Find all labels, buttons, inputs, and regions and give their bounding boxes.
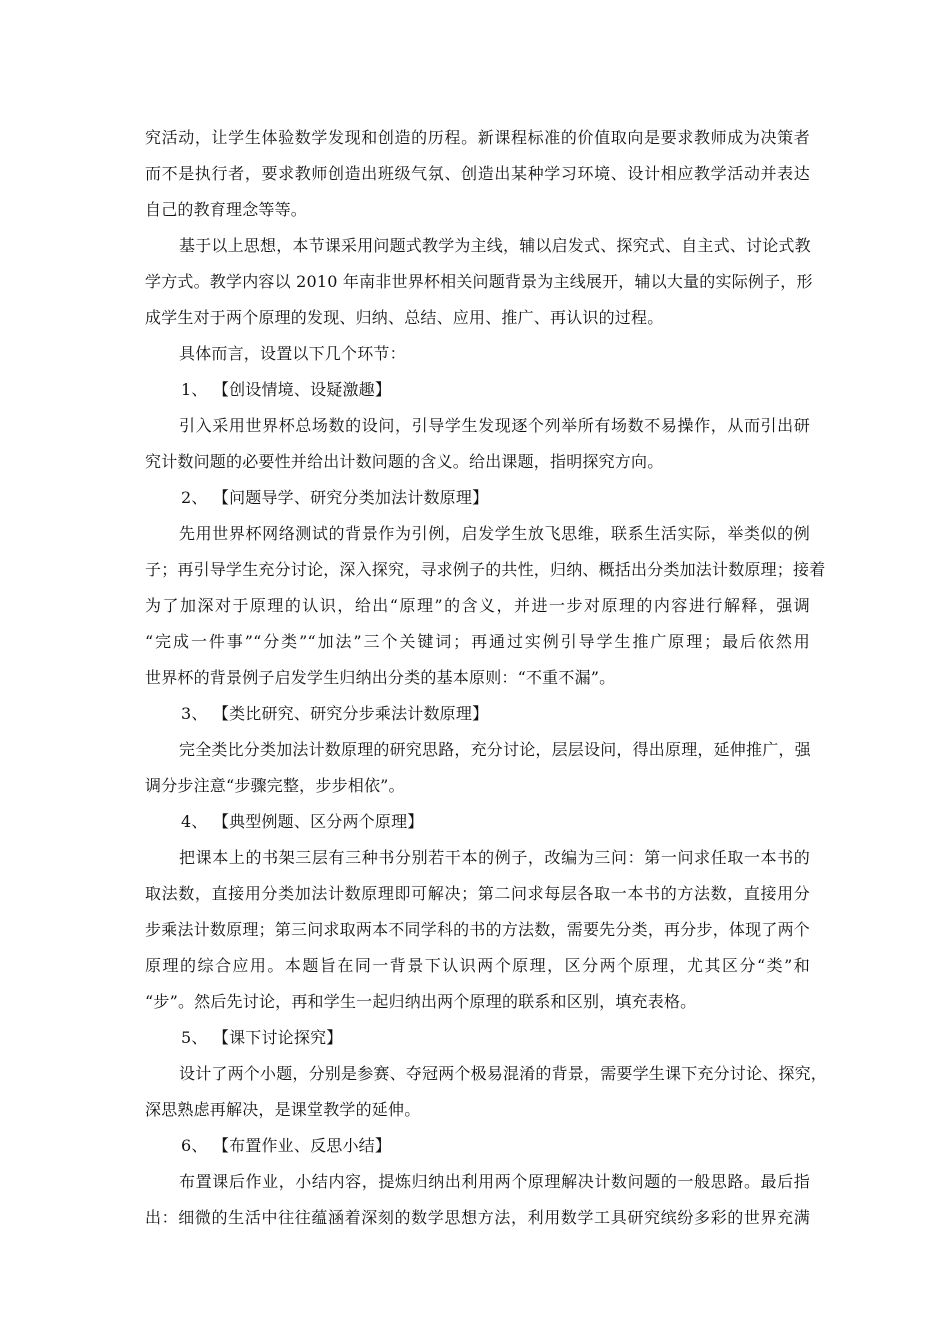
- paragraph-line: 完全类比分类加法计数原理的研究思路，充分讨论，层层设问，得出原理，延伸推广，强: [179, 740, 811, 759]
- paragraph-line: 出：细微的生活中往往蕴涵着深刻的数学思想方法，利用数学工具研究缤纷多彩的世界充满: [145, 1208, 810, 1227]
- section-heading: 3、 【类比研究、研究分步乘法计数原理】: [181, 704, 489, 723]
- paragraph: [145, 408, 810, 480]
- paragraph-line: 基于以上思想，本节课采用问题式教学为主线，辅以启发式、探究式、自主式、讨论式教: [179, 236, 811, 255]
- paragraph-line: 深思熟虑再解决，是课堂教学的延伸。: [145, 1100, 421, 1119]
- paragraph-line: 究计数问题的必要性并给出计数问题的含义。给出课题，指明探究方向。: [145, 452, 664, 471]
- paragraph-line: 成学生对于两个原理的发现、归纳、总结、应用、推广、再认识的过程。: [145, 308, 664, 327]
- paragraph-line: 为了加深对于原理的认识，给出“原理”的含义，并进一步对原理的内容进行解释，强调: [145, 596, 810, 615]
- paragraph-line: 取法数，直接用分类加法计数原理即可解决；第二问求每层各取一本书的方法数，直接用分: [145, 884, 810, 903]
- paragraph-line: 调分步注意“步骤完整，步步相依”。: [145, 776, 405, 795]
- section-heading: 6、 【布置作业、反思小结】: [181, 1136, 392, 1155]
- paragraph-line: 具体而言，设置以下几个环节：: [179, 344, 406, 363]
- paragraph-line: 原理的综合应用。本题旨在同一背景下认识两个原理，区分两个原理，尤其区分“类”和: [145, 956, 810, 975]
- paragraph-line: “完成一件事”“分类”“加法”三个关键词；再通过实例引导学生推广原理；最后依然用: [145, 632, 810, 651]
- paragraph-line: “步”。然后先讨论，再和学生一起归纳出两个原理的联系和区别，填充表格。: [145, 992, 697, 1011]
- section-heading: 2、 【问题导学、研究分类加法计数原理】: [181, 488, 489, 507]
- paragraph-line: 先用世界杯网络测试的背景作为引例，启发学生放飞思维，联系生活实际，举类似的例: [179, 524, 810, 543]
- paragraph: [145, 516, 826, 696]
- paragraph-line: 而不是执行者，要求教师创造出班级气氛、创造出某种学习环境、设计相应教学活动并表达: [145, 164, 810, 183]
- paragraph-line: 引入采用世界杯总场数的设问，引导学生发现逐个列举所有场数不易操作，从而引出研: [179, 416, 810, 435]
- paragraph-line: 世界杯的背景例子启发学生归纳出分类的基本原则：“不重不漏”。: [145, 668, 616, 687]
- paragraph-line: 学方式。教学内容以 2010 年南非世界杯相关问题背景为主线展开，辅以大量的实际例子，形: [145, 272, 813, 291]
- paragraph: [145, 732, 810, 804]
- section-heading: 4、 【典型例题、区分两个原理】: [181, 812, 424, 831]
- paragraph-line: 自己的教育理念等等。: [145, 200, 308, 219]
- paragraph: [145, 336, 810, 372]
- paragraph: [145, 1164, 810, 1236]
- paragraph: [145, 1056, 828, 1128]
- paragraph-line: 子；再引导学生充分讨论，深入探究，寻求例子的共性，归纳、概括出分类加法计数原理；接着: [145, 560, 826, 579]
- paragraph-line: 究活动，让学生体验数学发现和创造的历程。新课程标准的价值取向是要求教师成为决策者: [145, 128, 810, 147]
- paragraph-line: 把课本上的书架三层有三种书分别若干本的例子，改编为三问：第一问求任取一本书的: [179, 848, 810, 867]
- paragraph-line: 布置课后作业，小结内容，提炼归纳出利用两个原理解决计数问题的一般思路。最后指: [179, 1172, 810, 1191]
- paragraph-line: 步乘法计数原理；第三问求取两本不同学科的书的方法数，需要先分类，再分步，体现了两个: [145, 920, 810, 939]
- document-body: [145, 120, 828, 1236]
- paragraph: [145, 228, 813, 336]
- section-heading: 5、 【课下讨论探究】: [181, 1028, 343, 1047]
- section-heading: 1、 【创设情境、设疑激趣】: [181, 380, 392, 399]
- paragraph-line: 设计了两个小题，分别是参赛、夺冠两个极易混淆的背景，需要学生课下充分讨论、探究，: [179, 1064, 828, 1083]
- paragraph: [145, 120, 810, 228]
- paragraph: [145, 840, 810, 1020]
